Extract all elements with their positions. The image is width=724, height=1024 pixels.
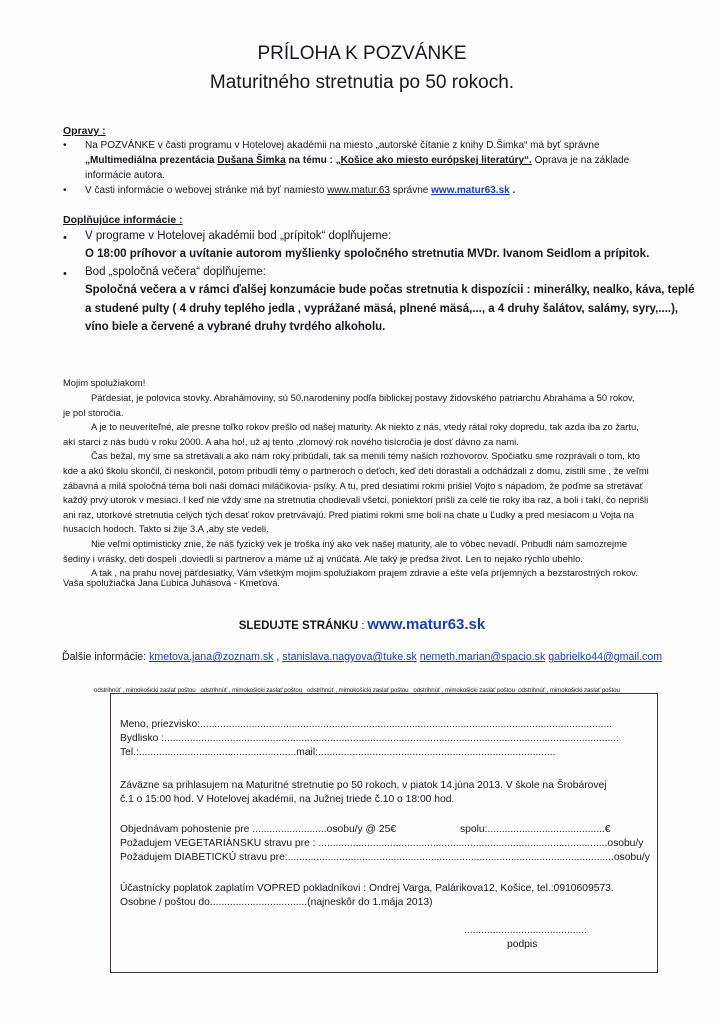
- letter-line: [63, 406, 649, 421]
- email-link[interactable]: stanislava.nagyova@tuke.sk: [282, 651, 417, 663]
- order-unit: osobu/y @ 25€: [326, 824, 397, 835]
- mail-dots: ...................................................................................: [318, 747, 556, 758]
- letter-line-text: kde a akú školu skončil, či neskončil, potom pribudli témy o partneroch o deťoch, keď deti dorastali a odchádzali z domu, zistili sme , že veľmi: [63, 464, 649, 476]
- doplnujuce-item2-line3: a studené pulty ( 4 druhy teplého jedla , vyprážané mäsá, plnené mäsá,..., a 4 druhy šalátov, salámy, syry,....),: [85, 303, 679, 315]
- doplnujuce-heading: Doplňujúce informácie :: [63, 214, 183, 226]
- letter-line: [63, 449, 649, 464]
- website-link[interactable]: www.matur63.sk: [367, 616, 486, 633]
- payment-dots: ..................................: [209, 897, 308, 908]
- fee-instructions: Účastnícky poplatok zaplatím VOPRED pokladníkovi : Ondrej Varga, Palárikova12, Košice, tel.:0910609573.: [120, 883, 614, 894]
- letter-line: [63, 493, 649, 508]
- address-dots: ...............................................................................................................................................................: [164, 733, 619, 744]
- contacts-line: [0, 651, 724, 663]
- name-label: Meno, priezvisko:: [120, 719, 201, 730]
- correct-url-link[interactable]: www.matur63.sk: [431, 185, 510, 196]
- vegetarian-label: Požadujem VEGETARIÁNSKU stravu pre :: [120, 838, 319, 849]
- presentation-topic: „Košice ako miesto európskej literatúry“.: [335, 155, 532, 166]
- letter-line: [63, 391, 649, 406]
- letter-line: [63, 479, 649, 494]
- letter-line-text: husacích hodoch. Takto si žije 3.A ,aby ste vedeli.: [63, 523, 269, 535]
- commitment-line1: Záväzne sa prihlasujem na Maturitné stretnutie po 50 rokoch, v piatok 14.júna 2013. V škole na Šrobárovej: [120, 780, 607, 791]
- letter-line-text: zábavná a milá spoločná téma boli naši domáci miláčikovia- psíky. A tu, pred desiatimi rokmi prišiel Vojto s nápadom, že poďme sa stretávať: [63, 479, 644, 491]
- follow-line: [0, 616, 724, 634]
- vegetarian-field[interactable]: [120, 838, 643, 849]
- letter-line-text: každý prvý utorok v mesiaci. I keď nie vždy sme na stretnutia chodievali všetci, poniektorí prišli za celé tie roky iba raz, a boli i takí, čo neprišli: [63, 494, 649, 506]
- commitment-line2: č.1 o 15:00 hod. V Hotelovej akadémii, na Južnej triede č.10 o 18:00 hod.: [120, 794, 455, 805]
- diabetic-dots: ..................................................................................................................: [287, 852, 614, 863]
- letter-line-text: Čas bežal, my sme sa stretávali a ako nám roky pribúdali, tak sa menili témy našich rozhovorov. Spočiatku sme rozprávali o tom, kto: [91, 450, 641, 462]
- follow-separator: :: [358, 620, 368, 632]
- letter-line-text: A tak , na prahu novej päťdesiatky, Vám všetkým mojim spolužiakom prajem zdravie a ešte veľa príjemných a bezstarostných rokov.: [91, 567, 638, 579]
- page-title: PRÍLOHA K POZVÁNKE: [257, 43, 467, 64]
- letter-line: [63, 435, 649, 450]
- address-label: Bydlisko :: [120, 733, 165, 744]
- letter-line-text: Nie veľmi optimisticky znie, že náš fyzický vek je troška iný ako vek našej maturity, ale to vôbec nevadí. Pribudli nám samozrejme: [91, 537, 628, 549]
- letter-line-text: Päťdesiat, je polovica stovky. Abrahámoviny, sú 50.narodeniny podľa biblickej postavy židovského patriarchu Abraháma a 50 rokov,: [91, 392, 635, 403]
- signature-label: podpis: [507, 939, 538, 950]
- page-subtitle: Maturitného stretnutia po 50 rokoch.: [209, 72, 515, 93]
- order-dots: ..........................: [252, 824, 327, 835]
- contacts-label: Ďalšie informácie:: [61, 651, 150, 663]
- bullet-icon: •: [63, 232, 67, 244]
- total-dots: .........................................: [487, 824, 605, 835]
- order-field[interactable]: [120, 824, 396, 835]
- opravy-text: na tému :: [285, 155, 336, 166]
- opravy-item2: [85, 183, 515, 198]
- opravy-text: Oprava je na základe: [531, 155, 630, 166]
- letter-line: [63, 537, 649, 552]
- letter-line-text: A je to neuveriteľné, ale presne toľko rokov prešlo od našej maturity. Ak niekto z nás, vtedy rátal roky dopredu, tak azda iba zo žartu,: [91, 421, 639, 433]
- author-name: Dušana Šimka: [217, 155, 286, 166]
- letter-line: [63, 420, 649, 435]
- order-label: Objednávam pohostenie pre: [120, 824, 253, 835]
- vegetarian-unit: osobu/y: [607, 838, 644, 849]
- opravy-heading: Opravy :: [63, 125, 106, 137]
- email-link[interactable]: nemeth.marian@spacio.sk: [419, 651, 546, 663]
- tel-label: Tel.:: [120, 747, 139, 758]
- bullet-icon: •: [63, 140, 67, 151]
- letter-signature: Vaša spolužiačka Jana Ľubica Juhásová - Kmeťová.: [63, 577, 281, 588]
- address-field[interactable]: [120, 733, 619, 744]
- letter-greeting: Mojim spolužiakom!: [63, 377, 146, 388]
- mail-label: mail:: [296, 747, 318, 758]
- doplnujuce-item1-line1: V programe v Hotelovej akadémii bod „prípitok“ doplňujeme:: [85, 230, 392, 242]
- letter-body: [63, 391, 649, 581]
- cut-line-instructions: odstrihnúť , mimokošicki zaslať poštou odstrihnúť , mimokošicki zaslať poštou odstrihnúť , mimokošicki zaslať poštou odstrihnúť , mimokošicki zaslať poštou odstrihnúť , mimokošicki zaslať poštou: [94, 687, 620, 694]
- separator: ,: [273, 651, 283, 663]
- contact-field[interactable]: [120, 747, 555, 758]
- tel-dots: .......................................................: [138, 747, 297, 758]
- doplnujuce-item2-line4: víno biele a červené a vybrané druhy tvrdého alkoholu.: [85, 321, 386, 333]
- name-dots: ................................................................................................................................................: [200, 719, 613, 730]
- total-field[interactable]: [460, 824, 611, 835]
- opravy-text: „Multimediálna prezentácia: [85, 155, 218, 166]
- opravy-text: V časti informácie o webovej stránke má byť namiesto: [85, 185, 328, 196]
- opravy-item1-line1: Na POZVÁNKE v časti programu v Hotelovej akadémii na miesto „autorské čítanie z knihy D.Šimka“ má byť správne: [85, 140, 600, 151]
- email-link[interactable]: gabrielko44@gmail.com: [548, 651, 663, 663]
- payment-field[interactable]: [120, 897, 433, 908]
- letter-line-text: ani raz, utorkové stretnutia celých tých desať rokov pretrvávajú. Pred piatimi rokmi sme boli na chate u Ľudky a pred mesiacom u Vojta na: [63, 508, 634, 520]
- diabetic-unit: osobu/y: [613, 852, 650, 863]
- letter-line: [63, 522, 649, 537]
- opravy-item1-line3: informácie autora.: [85, 170, 166, 181]
- bullet-icon: •: [63, 185, 67, 196]
- currency-symbol: €: [604, 824, 611, 835]
- doplnujuce-item1-line2: O 18:00 príhovor a uvítanie autorom myšlienky spoločného stretnutia MVDr. Ivanom Seidlom a prípitok.: [85, 248, 650, 260]
- signature-line[interactable]: ...........................................: [464, 925, 588, 936]
- opravy-item1-line2: [85, 153, 629, 168]
- payment-label: Osobne / poštou do: [120, 897, 210, 908]
- letter-line-text: je pol storočia.: [63, 406, 124, 418]
- letter-line: [63, 552, 649, 567]
- diabetic-label: Požadujem DIABETICKÚ stravu pre:: [120, 852, 288, 863]
- opravy-text: správne: [390, 185, 432, 196]
- letter-line-text: akí starci z nás budú v roku 2000. A aha ho!, už aj tento ,zlomový rok nového tisícročia je dosť dávno za nami.: [63, 435, 519, 447]
- vegetarian-dots: .....................................................................................................: [318, 838, 608, 849]
- wrong-url: www.matur.63: [327, 185, 390, 196]
- total-label: spolu:: [460, 824, 488, 835]
- doplnujuce-item2-line1: Bod „spoločná večera“ doplňujeme:: [85, 266, 266, 278]
- follow-label: SLEDUJTE STRÁNKU: [238, 620, 359, 632]
- payment-deadline: (najneskôr do 1.mája 2013): [307, 897, 433, 908]
- letter-line: [63, 508, 649, 523]
- opravy-text: .: [509, 185, 516, 196]
- name-field[interactable]: [120, 719, 612, 730]
- letter-line-text: šediny i vrásky, deti dospeli ,doviedli si partnerov a máme už aj vnúčatá. Ale taký je predsa život. Len to nejako rýchlo ubehlo.: [63, 552, 583, 564]
- diabetic-field[interactable]: [120, 852, 650, 863]
- email-link[interactable]: kmetova.jana@zoznam.sk: [149, 651, 274, 663]
- bullet-icon: •: [63, 268, 67, 280]
- letter-line: [63, 464, 649, 479]
- doplnujuce-item2-line2: Spoločná večera a v rámci ďalšej konzumácie bude počas stretnutia k dispozícii : minerálky, nealko, káva, teplé: [85, 284, 695, 296]
